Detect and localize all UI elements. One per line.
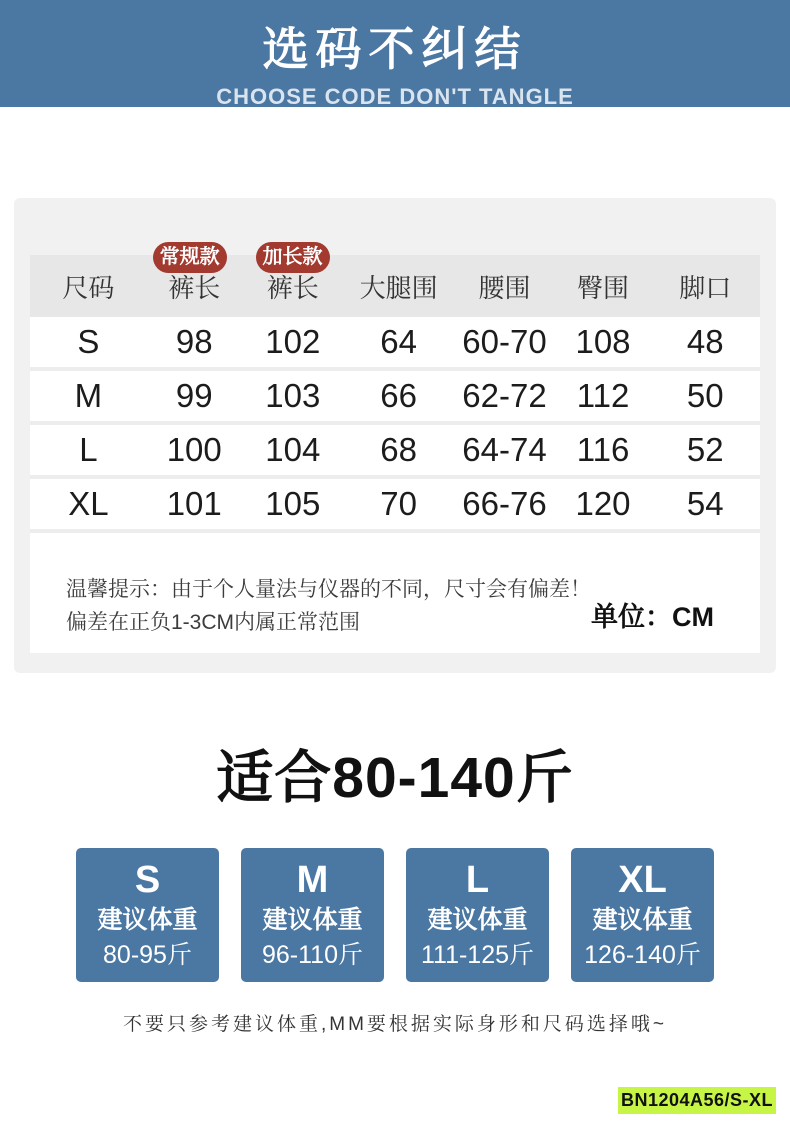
size-table-panel <box>14 198 776 673</box>
tip-line-2: 偏差在正负1-3CM内属正常范围 <box>66 611 361 634</box>
table-cell: 116 <box>576 431 630 468</box>
card-weight-range: 111-125斤 <box>420 941 535 969</box>
col-header-leg-opening: 脚口 <box>679 272 732 303</box>
measurement-tips <box>30 533 760 653</box>
badge-extended-style: 加长款 <box>256 242 330 273</box>
table-cell: 64-74 <box>462 431 547 468</box>
table-cell: 62-72 <box>462 377 547 414</box>
table-row-m <box>30 371 760 425</box>
footer-advice-note: 不要只参考建议体重,MM要根据实际身形和尺码选择哦~ <box>122 1014 668 1035</box>
card-size-label: L <box>465 859 490 901</box>
table-cell: 100 <box>166 431 222 468</box>
header-banner <box>0 0 790 107</box>
table-cell: L <box>79 431 98 468</box>
table-cell: 105 <box>265 485 321 522</box>
weight-card-l <box>406 848 549 982</box>
card-size-label: S <box>134 859 161 901</box>
table-row-l <box>30 425 760 479</box>
col-header-thigh: 大腿围 <box>359 272 438 303</box>
table-cell: 101 <box>166 485 222 522</box>
fit-range-title: 适合80-140斤 <box>216 746 574 810</box>
weight-card-m <box>241 848 384 982</box>
card-weight-range: 96-110斤 <box>262 941 363 969</box>
table-cell: 50 <box>686 377 724 414</box>
card-size-label: XL <box>618 859 667 901</box>
table-cell: 104 <box>265 431 321 468</box>
table-cell: 120 <box>575 485 631 522</box>
col-header-pant-length-regular: 裤长 <box>168 272 221 303</box>
sku-code-badge: BN1204A56/S-XL <box>618 1087 776 1114</box>
table-row-s <box>30 317 760 371</box>
table-cell: 112 <box>576 377 630 414</box>
table-cell: XL <box>68 485 109 522</box>
table-cell: 54 <box>686 485 724 522</box>
col-header-size: 尺码 <box>62 272 115 303</box>
table-row-xl <box>30 479 760 533</box>
table-cell: M <box>74 377 103 414</box>
table-cell: 52 <box>686 431 724 468</box>
card-weight-range: 80-95斤 <box>103 941 192 969</box>
badge-regular-style: 常规款 <box>153 242 227 273</box>
table-cell: 66-76 <box>462 485 547 522</box>
tip-text <box>66 533 591 653</box>
col-header-hip: 臀围 <box>577 272 630 303</box>
table-cell: 64 <box>380 323 417 360</box>
table-header-row <box>30 255 760 317</box>
table-cell: 103 <box>265 377 321 414</box>
card-suggest-label: 建议体重 <box>592 906 693 934</box>
weight-card-xl <box>571 848 714 982</box>
card-weight-range: 126-140斤 <box>584 941 701 969</box>
table-cell: 68 <box>380 431 417 468</box>
table-cell: S <box>77 323 100 360</box>
col-header-waist: 腰围 <box>478 272 531 303</box>
table-cell: 70 <box>380 485 417 522</box>
unit-label: 单位：CM <box>591 602 714 632</box>
table-cell: 102 <box>265 323 321 360</box>
weight-card-s <box>76 848 219 982</box>
table-cell: 99 <box>175 377 213 414</box>
card-suggest-label: 建议体重 <box>427 906 528 934</box>
table-cell: 60-70 <box>462 323 547 360</box>
page-subtitle: CHOOSE CODE DON'T TANGLE <box>216 84 574 109</box>
card-suggest-label: 建议体重 <box>262 906 363 934</box>
table-cell: 48 <box>686 323 724 360</box>
table-cell: 108 <box>575 323 631 360</box>
table-cell: 66 <box>380 377 417 414</box>
tip-line-1: 温馨提示：由于个人量法与仪器的不同，尺寸会有偏差！ <box>66 578 591 601</box>
card-suggest-label: 建议体重 <box>97 906 198 934</box>
table-cell: 98 <box>175 323 213 360</box>
weight-cards <box>0 848 790 982</box>
page-title: 选码不纠结 <box>262 23 528 75</box>
card-size-label: M <box>296 859 329 901</box>
col-header-pant-length-extended: 裤长 <box>266 272 319 303</box>
